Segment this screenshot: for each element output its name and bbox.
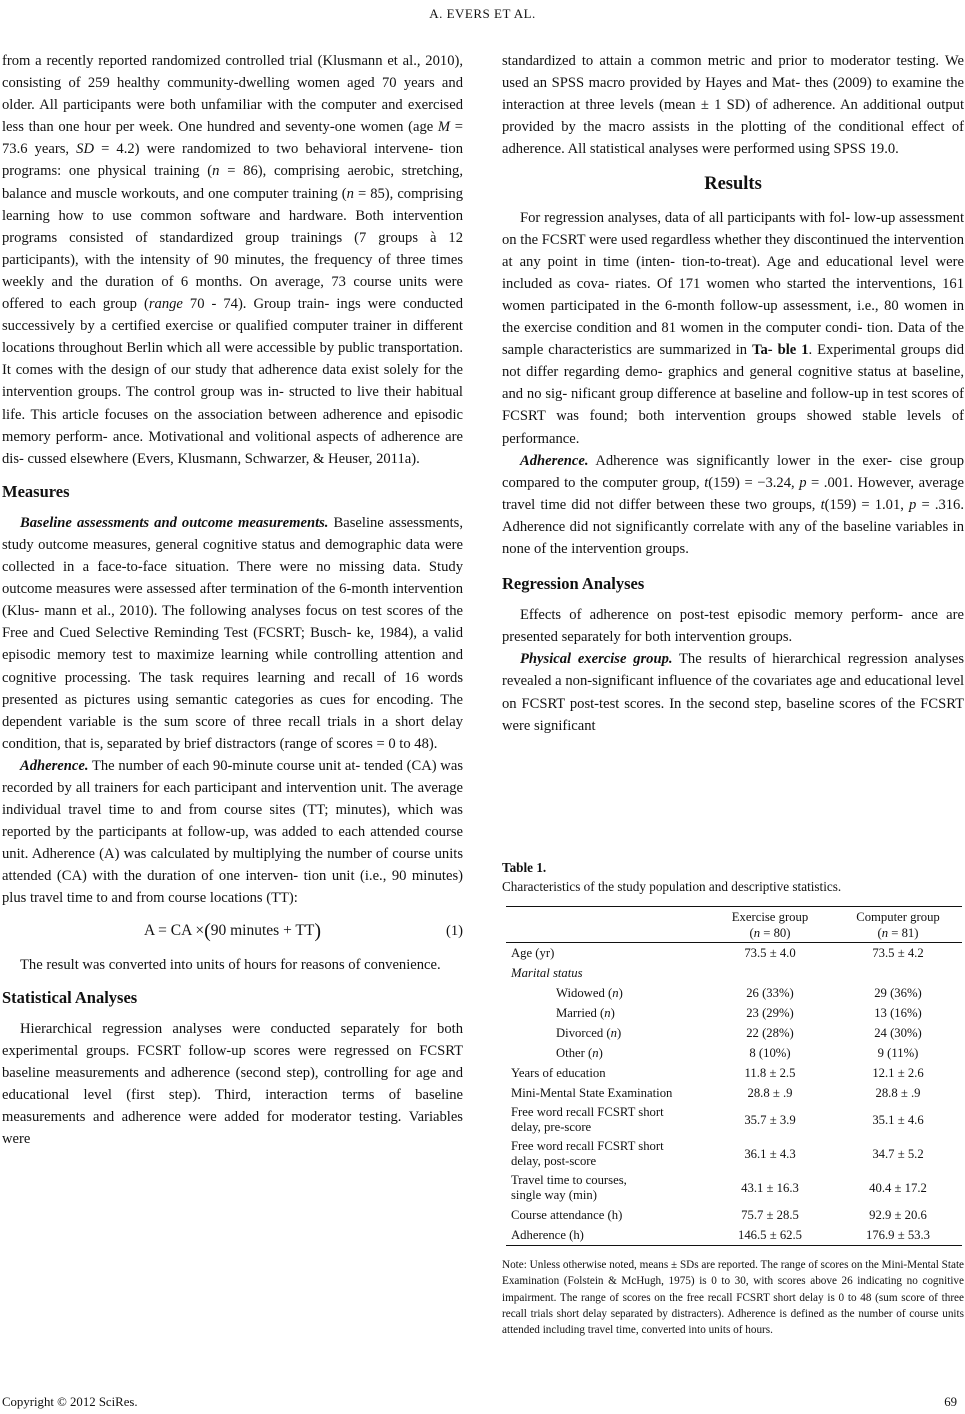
paragraph-conversion: The result was converted into units of hours for reasons of convenience. — [20, 956, 441, 973]
computer-value: 34.7 ± 5.2 — [872, 1146, 924, 1161]
exercise-value: 75.7 ± 28.5 — [741, 1207, 799, 1222]
exercise-value: 43.1 ± 16.3 — [741, 1180, 799, 1195]
table-header-empty — [506, 907, 706, 942]
text-run: = 4.2) were randomized to two behavioral intervene- tion programs: one physical training ( — [2, 141, 464, 180]
exercise-value: 8 (10%) — [749, 1045, 791, 1060]
heading-regression-analyses: Regression Analyses — [502, 574, 645, 594]
table-label: Table 1. — [502, 860, 547, 875]
text-run: from a recently reported randomized controlled trial (Klusmann et al., 2010), consisting of 259 healthy community-dwelling women aged 70 years and older. All participants were both unfamiliar with the computer and exercised less than one hour per week. One hundred and seventy-one women (age — [2, 53, 463, 136]
row-label: Divorced (n) — [556, 1025, 622, 1040]
text-run: The results of hierarchical regression analyses revealed a non-significant influence of the covariates age and educational level on FCSRT post-test scores. In the second step, baseline scores of the FCSRT were significant — [502, 651, 964, 734]
table-row — [506, 1043, 962, 1063]
table-header-computer — [834, 907, 962, 942]
row-label: Course attendance (h) — [511, 1207, 623, 1222]
text-run: The number of each 90-minute course unit at- tended (CA) was recorded by all trainers for each participant and intervention unit. The average individual travel time to and from course sites (TT; minutes), which was reported by the participants at follow-up, was added to each attended course unit. Adherence (A) was calculated by multiplying the number of course units attended (CA) with the duration of one interven- tion unit (i.e., 90 minutes) plus travel time to and from course locations (TT): — [2, 757, 463, 907]
exercise-value: 35.7 ± 3.9 — [744, 1112, 796, 1127]
header-computer-name: Computer group — [856, 910, 940, 924]
exercise-value: 73.5 ± 4.0 — [744, 945, 796, 960]
text-run: Physical exercise group. — [520, 651, 673, 668]
table-header-exercise — [706, 907, 834, 942]
computer-value: 28.8 ± .9 — [875, 1085, 921, 1100]
text-run: = 85), comprising learning how to use common software and hardware. Both intervention programs consisted of standardized group trainings (7 groups à 12 participants), with the intensity of 90 minutes, the frequency of three times weekly and the duration of 6 months. On average, 73 course units were offered to each group ( — [2, 185, 463, 313]
exercise-value: 11.8 ± 2.5 — [744, 1065, 796, 1080]
paragraph-physical-exercise-group — [502, 648, 964, 736]
equation-inner: 90 minutes + TT — [210, 921, 315, 939]
text-run: = 73.6 years, — [2, 119, 463, 158]
text-run: . Experimental groups did not differ regarding demo- graphics and general cognitive status at baseline, and no sig- nificant group difference at baseline and follow-up in test scores of FCSRT was found; both intervention groups showed stable levels of performance. — [502, 342, 965, 447]
text-run: Adherence. — [520, 452, 589, 469]
computer-value: 40.4 ± 17.2 — [869, 1180, 927, 1195]
row-label: Travel time to courses, single way (min) — [511, 1173, 627, 1202]
table-row — [506, 1171, 962, 1205]
row-label: Other (n) — [556, 1045, 603, 1060]
row-label: Mini-Mental State Examination — [511, 1085, 673, 1100]
characteristics-table — [506, 906, 962, 1246]
text-run: Ta- ble 1 — [752, 342, 809, 359]
text-run: Baseline assessments, study outcome measures, general cognitive status and demographic data were collected in a face-to-face situation. There were no missing data. Study outcome measures were assessed after termination of the 6-month intervention (Klus- mann et al., 2010). The following analyses focus on test scores of the Free and Cued Selective Reminding Test (FCSRT; Busch- ke, 1984), a valid episodic memory test to maximize learning while controlling attention and cognitive processing. The task requires learning and recall of 16 words presented as pictures using semantic categories as cues for encoding. The dependent variable is the sum score of three recall trials in a short delay condition, that is, separated by brief distractors (range of scores = 0 to 48). — [2, 514, 464, 752]
computer-value: 12.1 ± 2.6 — [872, 1065, 924, 1080]
row-label: Years of education — [511, 1065, 606, 1080]
computer-value: 92.9 ± 20.6 — [869, 1207, 927, 1222]
text-run: Baseline assessments and outcome measurements. — [20, 514, 329, 531]
text-run: SD — [76, 141, 94, 158]
footer-copyright: Copyright © 2012 SciRes. — [2, 1395, 138, 1409]
text-run: (159) = 1.01, — [824, 496, 910, 513]
text-run: 70 - 74). Group train- ings were conducted successively by a certified exercise or qualified computer trainer in different locations throughout Berlin which all were accessible by public transportation. It comes with the design of our study that adherence data exist solely for the intervention groups. The control group was in- structed to live their habitual life. This article focuses on the association between adherence and episodic memory perform- ance. Motivational and volitional aspects of adherence are dis- cussed elsewhere (Evers, Klusmann, Schwarzer, & Heuser, 2011a). — [2, 296, 463, 467]
table-row — [506, 1137, 962, 1171]
running-head: A. EVERS ET AL. — [429, 6, 536, 21]
table-row — [506, 1225, 962, 1245]
paragraph-statistical-analyses: Hierarchical regression analyses were conducted separately for both experimental groups. FCSRT follow-up scores were regressed on FCSRT baseline measurements and adherence (second step), controlling for age and educational level (first step). Third, interaction terms of baseline measurements and adherence were added for moderator testing. Variables were — [2, 1020, 463, 1148]
computer-value: 176.9 ± 53.3 — [865, 1227, 931, 1242]
heading-results: Results — [704, 174, 762, 195]
paragraph-study-sample — [2, 50, 463, 470]
row-label: Widowed (n) — [556, 985, 623, 1000]
text-run: n — [346, 185, 354, 202]
table-note: Note: Unless otherwise noted, means ± SDs are reported. The range of scores on the Mini-Mental State Examination (Folstein & McHugh, 1975) is 0 to 30, with scores above 26 indicating no cognitive impairment. The range of scores on the free recall FCSRT short delay is 0 to 48 (sum score of three recall trials short delay separated by distracters). Adherence is defined as the number of course units attended including travel time, converted into units of hours. — [502, 1259, 965, 1337]
equation-number: (1) — [445, 922, 463, 939]
text-run: range — [148, 296, 183, 313]
row-label: Married (n) — [556, 1005, 615, 1020]
row-label: Free word recall FCSRT short delay, pre-score — [511, 1105, 664, 1134]
computer-value: 73.5 ± 4.2 — [872, 945, 924, 960]
table-caption-text: Characteristics of the study population and descriptive statistics. — [502, 879, 842, 894]
exercise-value: 28.8 ± .9 — [747, 1085, 793, 1100]
table-row — [506, 943, 962, 963]
text-run: Adherence. — [20, 757, 89, 774]
text-run: t — [704, 474, 709, 491]
row-label: Free word recall FCSRT short delay, post-score — [511, 1139, 664, 1168]
text-run: p — [799, 474, 807, 491]
paragraph-adherence-definition — [2, 755, 463, 910]
computer-value: 29 (36%) — [874, 985, 922, 1000]
page-number: 69 — [944, 1395, 957, 1409]
heading-statistical-analyses: Statistical Analyses — [2, 987, 138, 1007]
text-run: = .316. Adherence did not significantly correlate with any of the baseline variables in none of the intervention groups. — [502, 496, 965, 557]
row-label: Age (yr) — [511, 945, 555, 960]
exercise-value: 146.5 ± 62.5 — [737, 1227, 803, 1242]
equation-adherence — [2, 918, 463, 944]
text-run: = .001. However, average travel time did not differ between these two groups, — [502, 474, 964, 513]
exercise-value: 36.1 ± 4.3 — [744, 1146, 796, 1161]
equation-lhs: A = CA × — [143, 921, 205, 939]
computer-value: 35.1 ± 4.6 — [872, 1112, 924, 1127]
text-run: = 86), comprising aerobic, stretching, balance and muscle workouts, and one computer training ( — [2, 163, 463, 202]
header-exercise-name: Exercise group — [731, 910, 809, 924]
row-label: Marital status — [511, 965, 583, 980]
left-column — [2, 50, 463, 1150]
heading-measures: Measures — [2, 481, 70, 501]
paragraph-adherence-results — [502, 450, 964, 560]
header-exercise-n: (n = 80) — [749, 926, 791, 940]
right-column — [502, 50, 964, 737]
table-row — [506, 963, 962, 983]
table-caption — [502, 858, 964, 896]
paragraph-regression-data — [502, 207, 964, 450]
table-row — [506, 1205, 962, 1225]
exercise-value: 23 (29%) — [746, 1005, 794, 1020]
paragraph-standardization: standardized to attain a common metric and prior to moderator testing. We used an SPSS macro provided by Hayes and Mat- thes (2009) to examine the interaction at three levels (mean ± 1 SD) of adherence. An additional output provided by the macro assists in the plotting of the conditional effect of adherence. All statistical analyses were performed using SPSS 19.0. — [502, 53, 964, 158]
row-label: Adherence (h) — [511, 1227, 584, 1242]
table-row — [506, 1023, 962, 1043]
table-body — [506, 943, 962, 1245]
exercise-value: 22 (28%) — [746, 1025, 794, 1040]
header-computer-n: (n = 81) — [877, 926, 919, 940]
table-row — [506, 1083, 962, 1103]
equation-body: A = CA ×(90 minutes + TT) — [143, 919, 322, 942]
computer-value: 9 (11%) — [877, 1045, 919, 1060]
table-row — [506, 1003, 962, 1023]
exercise-value: 26 (33%) — [746, 985, 794, 1000]
table-row — [506, 983, 962, 1003]
table-row — [506, 1063, 962, 1083]
text-run: Adherence was significantly lower in the exer- cise group compared to the computer group, — [502, 452, 964, 491]
text-run: (159) = −3.24, — [708, 474, 800, 491]
paragraph-baseline-assessments — [2, 512, 463, 755]
table-row — [506, 1103, 962, 1137]
text-run: p — [909, 496, 917, 513]
computer-value: 13 (16%) — [874, 1005, 922, 1020]
paragraph-effects-adherence: Effects of adherence on post-test episodic memory perform- ance are presented separately for both intervention groups. — [502, 607, 964, 646]
text-run: M — [437, 119, 451, 136]
table-header-row — [506, 907, 962, 943]
text-run: t — [820, 496, 825, 513]
text-run: n — [212, 163, 220, 180]
text-run: For regression analyses, data of all participants with fol- low-up assessment on the FCSRT were used regardless whether they discontinued the intervention at any point in time (inten- tion-to-treat). Age and educational level were included as cova- riates. Of 171 women who started the interventions, 161 women participated in the 6-month follow-up assessment, i.e., 80 women in the exercise condition and 81 women in the computer condi- tion. Data of the sample characteristics are summarized in — [502, 209, 964, 359]
computer-value: 24 (30%) — [874, 1025, 922, 1040]
